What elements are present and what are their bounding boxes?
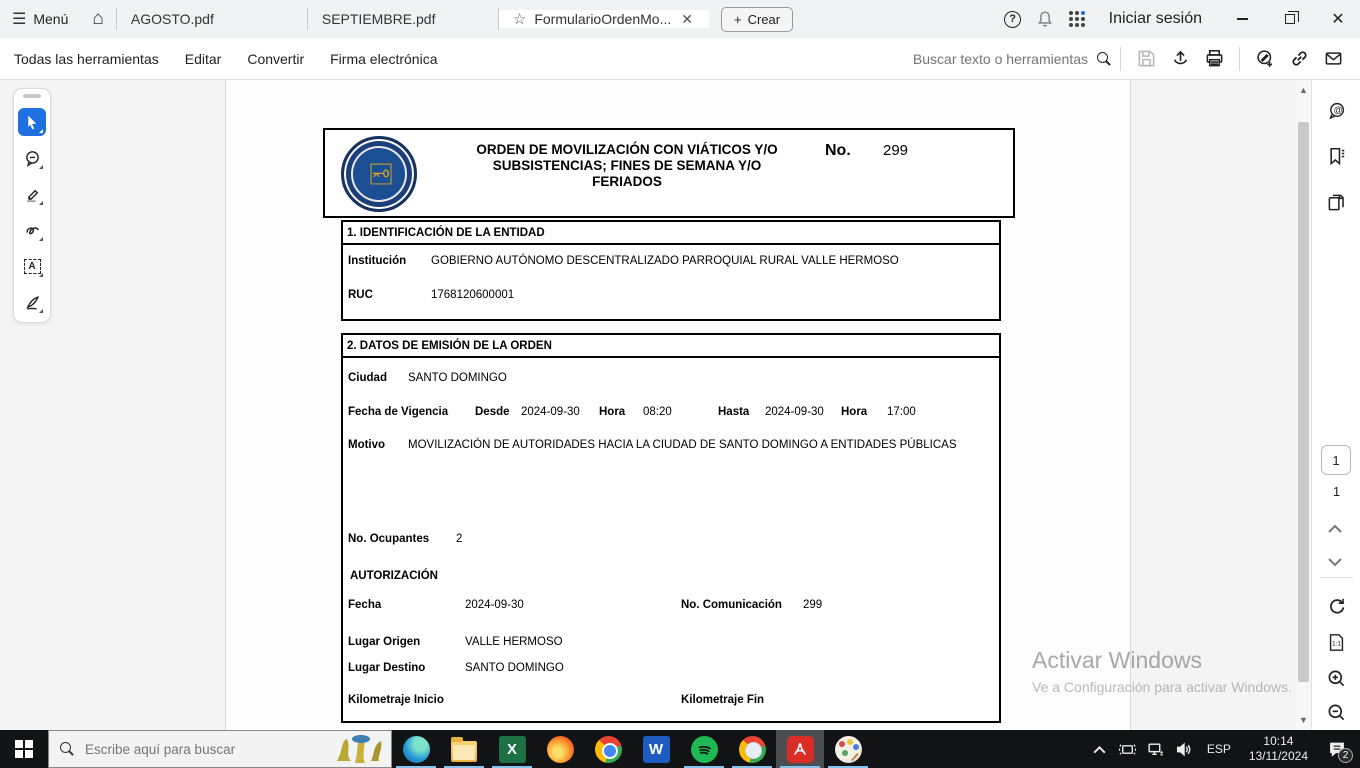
taskbar-chrome[interactable] <box>584 730 632 768</box>
svg-text:1:1: 1:1 <box>1331 639 1341 647</box>
taskbar-firefox[interactable] <box>536 730 584 768</box>
edge-icon <box>403 736 430 763</box>
zoom-in-button[interactable] <box>1320 662 1352 694</box>
taskbar-spotify[interactable] <box>680 730 728 768</box>
minimize-button[interactable] <box>1220 0 1264 38</box>
menu-esign[interactable]: Firma electrónica <box>330 50 438 67</box>
section-datos-emision <box>341 333 1001 723</box>
question-icon: ? <box>1004 11 1021 28</box>
zoom-in-icon <box>1327 669 1346 688</box>
file-explorer-icon <box>451 741 477 762</box>
save-button[interactable] <box>1129 42 1163 76</box>
motivo-value[interactable]: MOVILIZACIÓN DE AUTORIDADES HACIA LA CIUDAD DE SANTO DOMINGO A ENTIDADES PÚBLICAS <box>408 439 957 451</box>
zoom-out-icon <box>1327 703 1346 722</box>
taskbar-word[interactable] <box>632 730 680 768</box>
taskbar-edge[interactable] <box>392 730 440 768</box>
hora-desde-value[interactable]: 08:20 <box>643 406 672 418</box>
institucion-value[interactable]: GOBIERNO AUTÓNOMO DESCENTRALIZADO PARROQUIAL RURAL VALLE HERMOSO <box>431 255 899 267</box>
close-icon: ✕ <box>1331 11 1345 28</box>
tab-agosto[interactable] <box>117 11 307 27</box>
restore-button[interactable] <box>1268 0 1312 38</box>
form-header-box <box>323 128 1015 218</box>
chevron-down-icon <box>1327 556 1343 568</box>
current-page-input[interactable] <box>1321 445 1351 475</box>
section1-title: 1. IDENTIFICACIÓN DE LA ENTIDAD <box>343 222 999 245</box>
institucion-label: Institución <box>348 255 407 267</box>
start-button[interactable] <box>0 730 48 768</box>
rotate-icon <box>1327 597 1346 616</box>
search-input[interactable] <box>908 51 1088 67</box>
comment-tool-button[interactable] <box>18 144 46 172</box>
hamburger-icon: ☰ <box>12 11 27 28</box>
pdf-page[interactable] <box>225 80 1131 730</box>
origen-label: Lugar Origen <box>348 636 421 648</box>
form-number-label: No. <box>825 142 851 159</box>
menu-edit[interactable]: Editar <box>184 50 222 67</box>
acrobat-icon <box>787 736 814 763</box>
tab-formulario-active[interactable] <box>499 10 709 28</box>
desde-fecha-value[interactable]: 2024-09-30 <box>521 406 580 418</box>
km-fin-label: Kilometraje Fin <box>681 694 765 706</box>
desde-label: Desde <box>475 406 510 418</box>
windows-logo-icon <box>15 740 33 758</box>
ocupantes-value[interactable]: 2 <box>456 533 463 545</box>
restore-icon <box>1285 14 1295 24</box>
taskbar-paint[interactable] <box>824 730 872 768</box>
zoom-out-button[interactable] <box>1320 696 1352 728</box>
mail-icon <box>1324 49 1343 68</box>
speaker-icon <box>1175 741 1192 758</box>
tab-label: FormularioOrdenMo... <box>534 11 672 27</box>
section2-title: 2. DATOS DE EMISIÓN DE LA ORDEN <box>343 335 999 358</box>
fountain-pen-icon <box>24 294 41 311</box>
pen-circle-plus-icon <box>1256 49 1275 68</box>
print-button[interactable] <box>1197 42 1231 76</box>
taskbar-search[interactable] <box>48 730 392 768</box>
rotate-page-button[interactable] <box>1320 590 1352 622</box>
hasta-label: Hasta <box>718 406 750 418</box>
fecha-value[interactable]: 2024-09-30 <box>465 599 524 611</box>
toolbar-search[interactable] <box>908 51 1112 67</box>
taskbar-chrome-profile[interactable] <box>728 730 776 768</box>
word-icon: W <box>643 736 670 763</box>
bookmark-icon <box>1327 147 1346 166</box>
form-number-value[interactable]: 299 <box>883 142 909 159</box>
key-icon: ⚿ <box>363 162 396 186</box>
motivo-label: Motivo <box>348 439 386 451</box>
add-comment-button[interactable] <box>1248 42 1282 76</box>
origen-value[interactable]: VALLE HERMOSO <box>465 636 563 648</box>
link-icon <box>1290 49 1309 68</box>
search-highlight-art[interactable] <box>331 733 389 765</box>
main-menu-button[interactable] <box>0 9 80 29</box>
highlighter-icon <box>24 186 41 203</box>
tab-close-icon[interactable]: ✕ <box>681 10 693 27</box>
pages-icon <box>1327 193 1346 212</box>
meet-now-icon <box>1119 741 1136 758</box>
previous-page-button[interactable] <box>1327 522 1345 536</box>
autorizacion-title: AUTORIZACIÓN <box>350 570 438 582</box>
paint-icon <box>835 736 862 763</box>
freehand-draw-icon <box>24 222 41 239</box>
cursor-icon <box>24 114 41 131</box>
add-text-icon: A <box>24 259 41 274</box>
bookmarks-panel-button[interactable] <box>1320 140 1352 172</box>
chrome-icon <box>595 736 622 763</box>
tray-expand-button[interactable] <box>1087 730 1113 768</box>
add-text-tool-button[interactable] <box>18 252 46 280</box>
quick-tools-panel <box>13 88 51 323</box>
hasta-fecha-value[interactable]: 2024-09-30 <box>765 406 824 418</box>
scroll-up-arrow[interactable]: ▲ <box>1299 85 1308 95</box>
clock-date: 13/11/2024 <box>1248 749 1308 763</box>
apps-grid-icon <box>1069 11 1085 27</box>
taskbar-excel[interactable] <box>488 730 536 768</box>
excel-icon: X <box>499 736 526 763</box>
notification-badge: 2 <box>1338 748 1353 763</box>
clock-time: 10:14 <box>1263 734 1294 748</box>
menu-all-tools[interactable]: Todas las herramientas <box>14 50 159 67</box>
panel-drag-handle[interactable] <box>23 94 41 98</box>
chevron-up-icon <box>1327 523 1343 535</box>
chevron-up-icon <box>1091 741 1108 758</box>
one-to-one-page-icon <box>1327 633 1346 652</box>
comunicacion-label: No. Comunicación <box>681 599 782 611</box>
page-thumbnails-button[interactable] <box>1320 186 1352 218</box>
search-icon <box>59 741 75 757</box>
help-button[interactable] <box>999 5 1027 33</box>
menu-label: Menú <box>33 11 69 27</box>
create-label: Crear <box>747 11 781 27</box>
ruc-value[interactable]: 1768120600001 <box>431 289 515 301</box>
scroll-down-arrow[interactable]: ▼ <box>1299 715 1308 725</box>
upload-arrow-icon <box>1171 49 1190 68</box>
scrollbar-thumb[interactable] <box>1298 122 1309 682</box>
taskbar-search-input[interactable] <box>85 742 275 757</box>
hora-label-1: Hora <box>599 406 626 418</box>
tab-label: SEPTIEMBRE.pdf <box>321 11 436 27</box>
close-button[interactable] <box>1316 0 1360 38</box>
comment-at-icon <box>1327 101 1346 120</box>
comments-panel-button[interactable] <box>1320 94 1352 126</box>
windows-taskbar <box>0 730 1360 768</box>
apps-grid-button[interactable] <box>1063 5 1091 33</box>
ciudad-label: Ciudad <box>348 372 387 384</box>
taskbar-file-explorer[interactable] <box>440 730 488 768</box>
create-button[interactable] <box>721 7 793 32</box>
toolbar-separator <box>1120 47 1121 71</box>
network-icon <box>1147 741 1164 758</box>
title-bar <box>0 0 1360 38</box>
ruc-label: RUC <box>348 289 373 301</box>
next-page-button[interactable] <box>1327 555 1345 569</box>
fecha-label: Fecha <box>348 599 382 611</box>
total-pages-label: 1 <box>1332 484 1341 499</box>
draw-tool-button[interactable] <box>18 216 46 244</box>
right-panel-rail <box>1311 80 1360 730</box>
svg-text:@: @ <box>1333 104 1343 115</box>
taskbar-acrobat-active[interactable] <box>776 730 824 768</box>
star-icon[interactable]: ☆ <box>512 11 527 28</box>
chrome-profile-icon <box>739 736 766 763</box>
minimize-icon <box>1237 18 1248 20</box>
firefox-icon <box>547 736 574 763</box>
spotify-icon <box>691 736 718 763</box>
menu-convert[interactable]: Convertir <box>247 50 305 67</box>
destino-label: Lugar Destino <box>348 662 426 674</box>
select-tool-button[interactable] <box>18 108 46 136</box>
watermark-line2: Ve a Configuración para activar Windows. <box>1032 679 1292 695</box>
section-identificacion <box>341 220 1001 321</box>
ciudad-value[interactable]: SANTO DOMINGO <box>408 372 507 384</box>
save-icon <box>1137 49 1156 68</box>
tray-volume[interactable] <box>1171 730 1197 768</box>
system-tray <box>1087 730 1360 768</box>
form-title: ORDEN DE MOVILIZACIÓN CON VIÁTICOS Y/O SUBSISTENCIAS; FINES DE SEMANA Y/O FERIADOS <box>476 142 778 189</box>
printer-icon <box>1205 49 1224 68</box>
hora-hasta-value[interactable]: 17:00 <box>887 406 916 418</box>
ocupantes-label: No. Ocupantes <box>348 533 430 545</box>
home-button[interactable] <box>80 8 115 30</box>
link-button[interactable] <box>1282 42 1316 76</box>
comunicacion-value[interactable]: 299 <box>803 599 823 611</box>
rail-separator <box>1320 577 1353 578</box>
sign-tool-button[interactable] <box>18 288 46 316</box>
km-inicio-label: Kilometraje Inicio <box>348 694 444 706</box>
hora-label-2: Hora <box>841 406 868 418</box>
actual-size-button[interactable] <box>1320 626 1352 658</box>
notification-center-button[interactable] <box>1318 730 1356 768</box>
plus-icon: + <box>733 11 742 27</box>
tab-septiembre[interactable] <box>308 11 498 27</box>
tray-network[interactable] <box>1143 730 1169 768</box>
watermark-line1: Activar Windows <box>1032 647 1202 673</box>
destino-value[interactable]: SANTO DOMINGO <box>465 662 564 674</box>
entity-seal-logo <box>341 136 417 212</box>
pdf-form <box>226 80 1132 730</box>
toolbar-separator <box>1239 47 1240 71</box>
bell-icon <box>1036 10 1054 28</box>
tray-meet-now[interactable] <box>1115 730 1141 768</box>
email-button[interactable] <box>1316 42 1350 76</box>
highlight-tool-button[interactable] <box>18 180 46 208</box>
document-area <box>0 80 1360 730</box>
vigencia-label: Fecha de Vigencia <box>348 406 449 418</box>
home-icon: ⌂ <box>92 8 104 29</box>
taskbar-clock[interactable] <box>1241 734 1316 764</box>
vertical-scrollbar[interactable] <box>1296 80 1311 730</box>
share-button[interactable] <box>1163 42 1197 76</box>
tab-label: AGOSTO.pdf <box>130 11 214 27</box>
notifications-button[interactable] <box>1031 5 1059 33</box>
sign-in-button[interactable]: Iniciar sesión <box>1108 10 1202 27</box>
language-indicator[interactable]: ESP <box>1206 742 1231 756</box>
search-icon[interactable] <box>1096 51 1112 67</box>
tools-bar <box>0 38 1360 80</box>
comment-bubble-icon <box>24 150 41 167</box>
